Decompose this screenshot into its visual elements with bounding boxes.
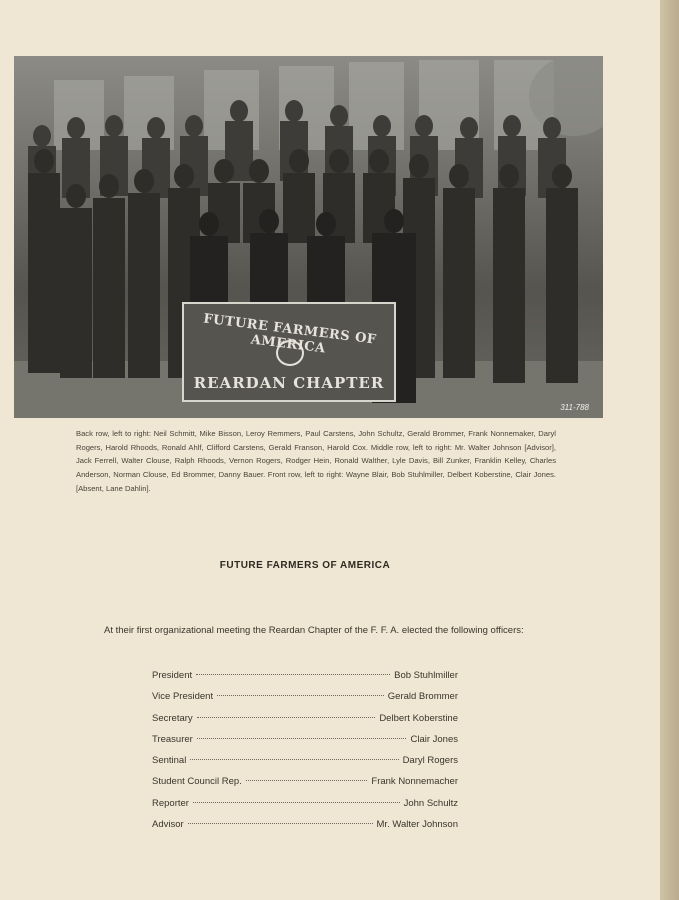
ffa-emblem-icon (276, 340, 304, 366)
dot-leader (196, 674, 390, 675)
sign-chapter: REARDAN CHAPTER (193, 374, 385, 392)
officer-role: Sentinal (152, 755, 187, 767)
officer-row (152, 734, 458, 755)
officer-name: Gerald Brommer (387, 691, 458, 703)
officer-row (152, 819, 458, 840)
officer-role: Advisor (152, 819, 184, 831)
dot-leader (197, 717, 376, 718)
officer-role: Treasurer (152, 733, 193, 745)
officer-role: President (152, 670, 193, 681)
officer-row (152, 713, 458, 734)
dot-leader (246, 780, 368, 781)
chapter-sign (182, 302, 396, 402)
photo-number: 311-788 (560, 403, 589, 412)
officers-list (152, 670, 458, 840)
dot-leader (190, 759, 398, 760)
officer-row (152, 755, 458, 776)
officer-row (152, 798, 458, 819)
dot-leader (197, 738, 407, 739)
officer-row (152, 670, 458, 691)
officer-name: Delbert Koberstine (379, 712, 458, 724)
officer-name: Bob Stuhlmiller (394, 670, 458, 681)
officer-name: John Schultz (403, 797, 458, 809)
dot-leader (188, 823, 373, 824)
intro-paragraph: At their first organizational meeting the Reardan Chapter of the F. F. A. elected the following officers: (104, 625, 524, 636)
officer-name: Daryl Rogers (402, 755, 458, 767)
officer-row (152, 776, 458, 797)
sign-title: FUTURE FARMERS OF AMERICA (202, 311, 378, 357)
dot-leader (217, 695, 384, 696)
section-title: FUTURE FARMERS OF AMERICA (219, 560, 391, 571)
officer-name: Frank Nonnemacher (371, 776, 458, 788)
page-edge (660, 0, 679, 900)
officer-role: Vice President (152, 691, 214, 703)
officer-name: Clair Jones (410, 733, 458, 745)
officer-row (152, 691, 458, 712)
officer-role: Secretary (152, 712, 193, 724)
officer-name: Mr. Walter Johnson (376, 819, 458, 831)
officer-role: Reporter (152, 797, 189, 809)
dot-leader (193, 802, 400, 803)
officer-role: Student Council Rep. (152, 776, 242, 788)
group-photo (14, 56, 603, 418)
photo-caption: Back row, left to right: Neil Schmitt, Mike Bisson, Leroy Remmers, Paul Carstens, John Schultz, Gerald Brommer, Frank Nonnemaker, Daryl Rogers, Harold Rhoods, Ronald Ahlf, Clifford Carstens, Gerald Franson, Harold Cox. Middle row, left to right: Mr. Walter Johnson [Advisor], Jack Ferrell, Walter Clouse, Ralph Rhoods, Vernon Rogers, Rodger Hein, Ronald Walther, Lyle Davis, Bill Zunker, Franklin Kelley, Charles Anderson, Norman Clouse, Ed Brommer, Danny Bauer. Front row, left to right: Wayne Blair, Bob Stuhlmiller, Delbert Koberstine, Clair Jones. [Absent, Lane Dahlin]. (76, 429, 556, 493)
